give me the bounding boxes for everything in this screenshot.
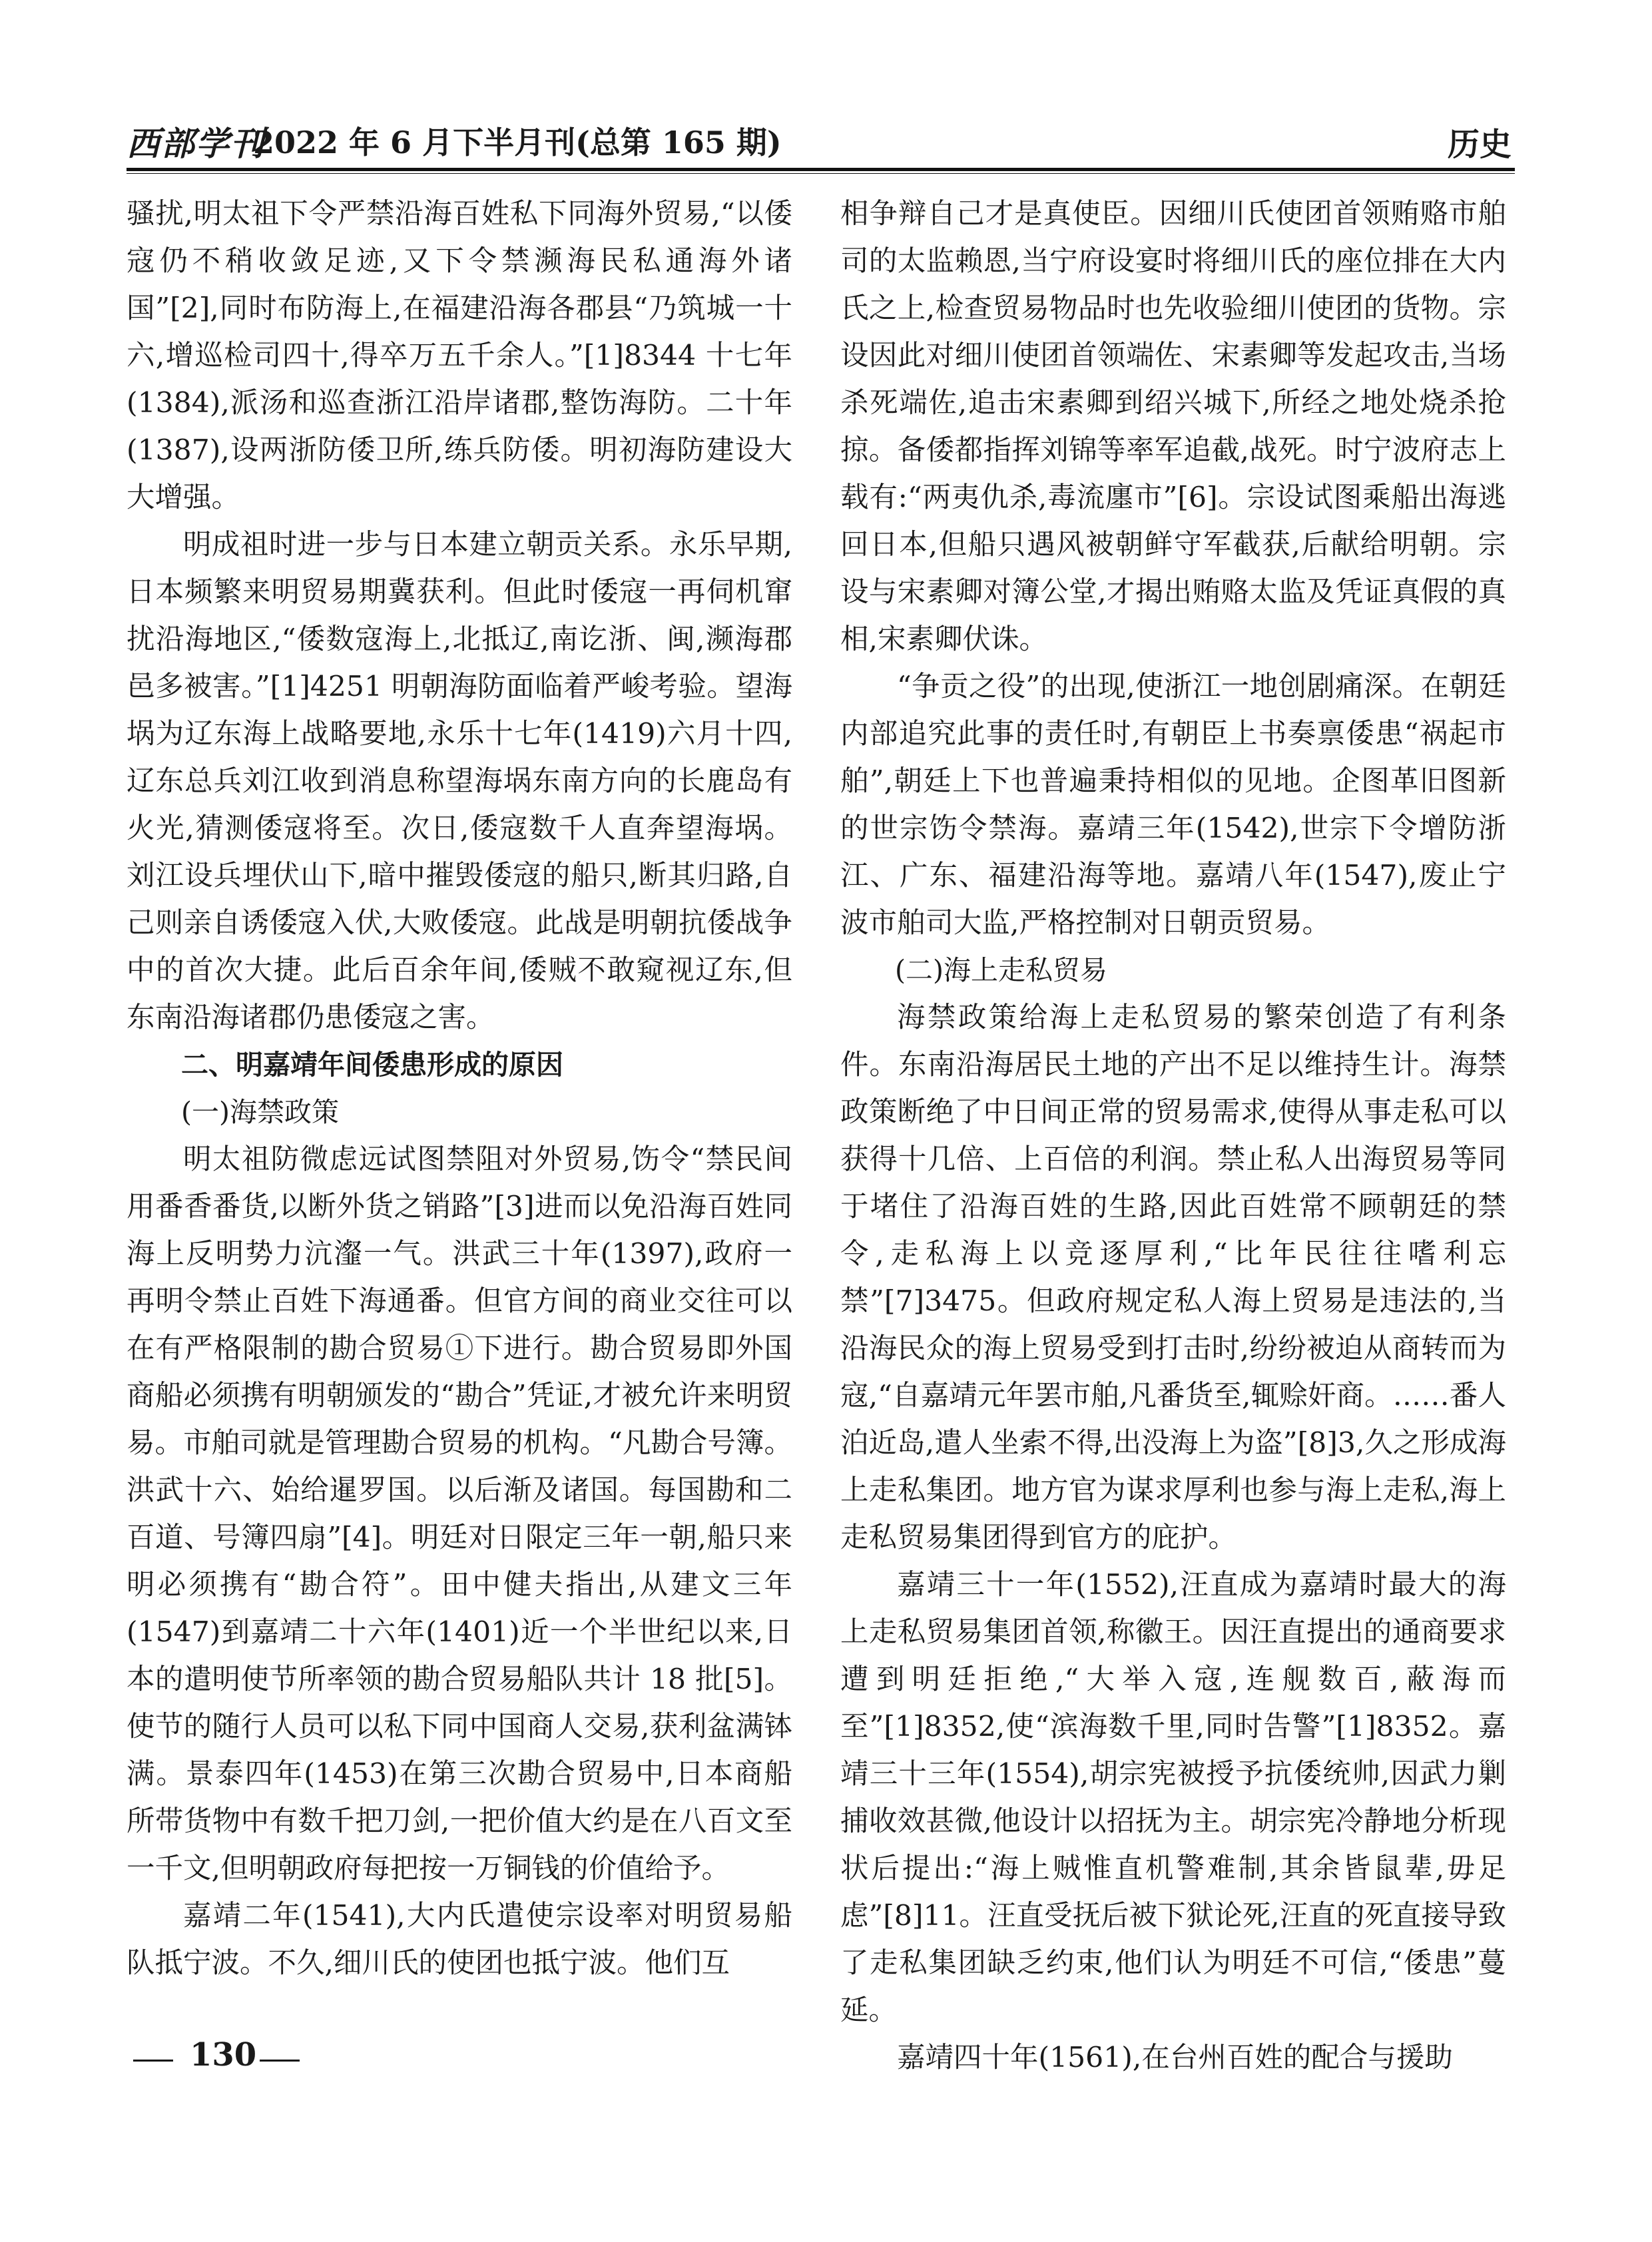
paragraph: 相争辩自己才是真使臣。因细川氏使团首领贿赂市舶司的太监赖恩,当宁府设宴时将细川氏的座位排在大内氏之上,检查贸易物品时也先收验细川使团的货物。宗设因此对细川使团首领端佐、宋素卿等发起攻击,当场杀死端佐,追击宋素卿到绍兴城下,所经之地处烧杀抢掠。备倭都指挥刘锦等率军追截,战死。时宁波府志上载有:“两夷仇杀,毒流廛市”[6]。宗设试图乘船出海逃回日本,但船只遇风被朝鲜守军截获,后献给明朝。宗设与宋素卿对簿公堂,才揭出贿赂太监及凭证真假的真相,宋素卿伏诛。 bbox=[840, 198, 1506, 656]
subsection-heading: (一)海禁政策 bbox=[181, 1096, 339, 1128]
running-header bbox=[127, 112, 1512, 165]
paragraph: 海禁政策给海上走私贸易的繁荣创造了有利条件。东南沿海居民土地的产出不足以维持生计。海禁政策断绝了中日间正常的贸易需求,使得从事走私可以获得十几倍、上百倍的利润。禁止私人出海贸易等同于堵住了沿海百姓的生路,因此百姓常不顾朝廷的禁令,走私海上以竞逐厚利,“比年民往往嗜利忘禁”[7]3475。但政府规定私人海上贸易是违法的,当沿海民众的海上贸易受到打击时,纷纷被迫从商转而为寇,“自嘉靖元年罢市舶,凡番货至,辄赊奸商。……番人泊近岛,遣人坐索不得,出没海上为盗”[8]3,久之形成海上走私集团。地方官为谋求厚利也参与海上走私,海上走私贸易集团得到官方的庇护。 bbox=[840, 1001, 1506, 1554]
section-heading: 二、明嘉靖年间倭患形成的原因 bbox=[181, 1049, 563, 1081]
left-column bbox=[127, 190, 792, 1987]
page-number: 130 bbox=[190, 2036, 257, 2074]
paragraph: 嘉靖四十年(1561),在台州百姓的配合与援助 bbox=[897, 2042, 1453, 2074]
footer-dash-left bbox=[133, 2060, 173, 2062]
subsection-heading: (二)海上走私贸易 bbox=[895, 954, 1107, 986]
paragraph: 嘉靖三十一年(1552),汪直成为嘉靖时最大的海上走私贸易集团首领,称徽王。因汪直提出的通商要求遭到明廷拒绝,“大举入寇,连舰数百,蔽海而至”[1]8352,使“滨海数千里,同时告警”[1]8352。嘉靖三十三年(1554),胡宗宪被授予抗倭统帅,因武力剿捕收效甚微,他设计以招抚为主。胡宗宪冷静地分析现状后提出:“海上贼惟直机警难制,其余皆鼠辈,毋足虑”[8]11。汪直受抚后被下狱论死,汪直的死直接导致了走私集团缺乏约束,他们认为明廷不可信,“倭患”蔓延。 bbox=[840, 1569, 1506, 2027]
issue-info: 2022 年 6 月下半月刊(总第 165 期) bbox=[253, 125, 782, 160]
paragraph: “争贡之役”的出现,使浙江一地创剧痛深。在朝廷内部追究此事的责任时,有朝臣上书奏禀倭患“祸起市舶”,朝廷上下也普遍秉持相似的见地。企图革旧图新的世宗饬令禁海。嘉靖三年(1542),世宗下令增防浙江、广东、福建沿海等地。嘉靖八年(1547),废止宁波市舶司大监,严格控制对日朝贡贸易。 bbox=[840, 671, 1506, 940]
paragraph: 明成祖时进一步与日本建立朝贡关系。永乐早期,日本频繁来明贸易期冀获利。但此时倭寇一再伺机窜扰沿海地区,“倭数寇海上,北抵辽,南讫浙、闽,濒海郡邑多被害。”[1]4251 明朝海防面临着严峻考验。望海埚为辽东海上战略要地,永乐十七年(1419)六月十四,辽东总兵刘江收到消息称望海埚东南方向的长鹿岛有火光,猜测倭寇将至。次日,倭寇数千人直奔望海埚。刘江设兵埋伏山下,暗中摧毁倭寇的船只,断其归路,自己则亲自诱倭寇入伏,大败倭寇。此战是明朝抗倭战争中的首次大捷。此后百余年间,倭贼不敢窥视辽东,但东南沿海诸郡仍患倭寇之害。 bbox=[127, 529, 792, 1034]
header-rule-thin bbox=[127, 173, 1515, 174]
header-rule bbox=[127, 168, 1515, 171]
footer-dash-right bbox=[260, 2060, 300, 2062]
paragraph: 骚扰,明太祖下令严禁沿海百姓私下同海外贸易,“以倭寇仍不稍收敛足迹,又下令禁濒海民私通海外诸国”[2],同时布防海上,在福建沿海各郡县“乃筑城一十六,增巡检司四十,得卒万五千余人。”[1]8344 十七年(1384),派汤和巡查浙江沿岸诸郡,整饬海防。二十年(1387),设两浙防倭卫所,练兵防倭。明初海防建设大大增强。 bbox=[127, 198, 792, 514]
journal-name: 西部学刊 bbox=[127, 124, 265, 163]
paragraph: 嘉靖二年(1541),大内氏遣使宗设率对明贸易船队抵宁波。不久,细川氏的使团也抵宁波。他们互 bbox=[127, 1900, 792, 1980]
right-column bbox=[840, 190, 1506, 2082]
section-name: 历史 bbox=[1447, 126, 1512, 163]
paragraph: 明太祖防微虑远试图禁阻对外贸易,饬令“禁民间用番香番货,以断外货之销路”[3]进而以免沿海百姓同海上反明势力沆瀣一气。洪武三十年(1397),政府一再明令禁止百姓下海通番。但官方间的商业交往可以在有严格限制的勘合贸易①下进行。勘合贸易即外国商船必须携有明朝颁发的“勘合”凭证,才被允许来明贸易。市舶司就是管理勘合贸易的机构。“凡勘合号簿。洪武十六、始给暹罗国。以后渐及诸国。每国勘和二百道、号簿四扇”[4]。明廷对日限定三年一朝,船只来明必须携有“勘合符”。田中健夫指出,从建文三年(1547)到嘉靖二十六年(1401)近一个半世纪以来,日本的遣明使节所率领的勘合贸易船队共计 18 批[5]。使节的随行人员可以私下同中国商人交易,获利盆满钵满。景泰四年(1453)在第三次勘合贸易中,日本商船所带货物中有数千把刀剑,一把价值大约是在八百文至一千文,但明朝政府每把按一万铜钱的价值给予。 bbox=[127, 1143, 792, 1885]
